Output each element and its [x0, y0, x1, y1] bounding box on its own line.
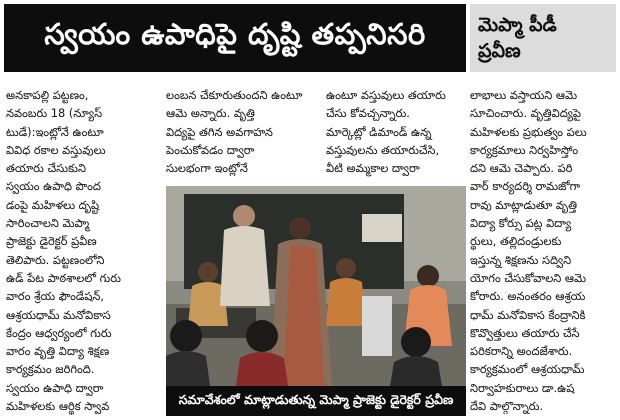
- text-line: కార్యక్రమాలు నిర్వహిస్తోం: [470, 142, 579, 157]
- headline: స్వయం ఉపాధిపై దృష్టి తప్పనిసరి: [4, 4, 466, 72]
- text-line: కార్యక్రమం జరిగింది.: [6, 362, 95, 377]
- text-line: కోరారు. అనంతరం ఆశ్రయ: [470, 289, 586, 304]
- text-line: విద్యపై తగిన అవగాహన: [166, 124, 273, 139]
- article-column-4: [470, 86, 616, 415]
- text-line: దని ఆమె చెప్పారు. పరి: [470, 161, 573, 176]
- text-line: పరికరాన్ని అందజేశారు.: [470, 344, 573, 359]
- text-line: లంబన చేకూరుతుందని ఉంటూ: [166, 88, 303, 102]
- text-line: వార్ కార్యదర్శి రామజోగా: [470, 179, 581, 194]
- text-line: తెలిపారు. పట్టణంలోని: [6, 252, 105, 267]
- text-line: వివిధ రకాల వస్తువులు: [6, 142, 106, 157]
- text-line: మహిళలకు ఆర్థిక స్వావ: [6, 399, 110, 414]
- text-line: సులభంగా ఇంట్లోనే: [166, 161, 248, 176]
- text-line: అనకాపల్లి పట్టణం,: [6, 88, 89, 102]
- text-line: టుడే):ఇంట్లోనే ఉంటూ: [6, 124, 104, 139]
- text-line: డంపై మహిళలు దృష్టి: [6, 197, 100, 212]
- text-line: లాభాలు వస్తాయని ఆమె: [470, 88, 578, 102]
- text-line: ప్రాజెక్టు డైరెక్టర్ ప్రవీణ: [6, 234, 97, 249]
- text-line: రావు మాట్లాడుతూ వృత్తి: [470, 197, 577, 212]
- text-line: మహిళలకు ప్రభుత్వం పలు: [470, 124, 587, 139]
- text-line: సారించాలని మెప్మా: [6, 216, 90, 231]
- text-line: తయారు చేసుకుని: [6, 161, 86, 176]
- text-line: కొవ్వొత్తులు తయారు చేసే: [470, 325, 580, 340]
- text-line: ఇస్తున్న శిక్షణను సద్విని: [470, 252, 572, 267]
- text-line: ఆశ్రయధామ్ మనోవికాస: [6, 307, 111, 322]
- text-line: యోగం చేసుకోవాలని ఆమె: [470, 270, 587, 285]
- text-line: వీటి అమ్మకాల ద్వారా: [326, 161, 420, 176]
- text-line: నవంబరు 18 (న్యూస్: [6, 106, 103, 121]
- text-line: దేవి పాల్గొన్నారు.: [470, 399, 544, 414]
- text-line: ధామ్ మనోవికాస కేంద్రానికి: [470, 307, 586, 322]
- text-line: సూచించారు. వృత్తివిద్యపై: [470, 106, 582, 121]
- text-line: ఉడ్ పేట పాఠశాలలో గురు: [6, 270, 121, 285]
- text-line: నిర్వాహకురాలు డా.ఉష: [470, 380, 575, 395]
- text-line: స్వయం ఉపాధి పొంద: [6, 179, 101, 194]
- meeting-photo-illustration: [166, 186, 466, 386]
- text-line: వస్తువులను తయారుచేసి,: [326, 142, 440, 157]
- news-photo: [166, 186, 466, 386]
- text-line: చేసు కోవచ్చన్నారు.: [326, 106, 410, 121]
- subhead-line-2: ప్రవీణ: [478, 40, 521, 62]
- subheadline: [470, 4, 616, 72]
- text-line: కార్యక్రమంలో ఆశ్రయధామ్: [470, 362, 585, 377]
- text-line: స్వయం ఉపాధి ద్వారా: [6, 380, 104, 395]
- text-line: ఉంటూ వస్తువులు తయారు: [326, 88, 446, 102]
- text-line: విద్యా కోర్సు పట్ల విద్యా: [470, 216, 572, 231]
- text-line: పెంచుకోవడం ద్వారా: [166, 142, 255, 157]
- photo-caption: సమావేశంలో మాట్లాడుతున్న మెప్మా ప్రాజెక్టు డైరెక్టర్ ప్రవీణ: [166, 386, 466, 416]
- text-line: ఆమె అన్నారు. వృత్తి: [166, 106, 255, 121]
- article-column-1: [6, 86, 156, 415]
- subhead-line-1: మెప్మా పీడీ: [478, 14, 557, 36]
- text-line: వారం శ్రేయ ఫౌండేషన్,: [6, 289, 105, 304]
- text-line: కేంద్రం ఆధ్వర్యంలో గురు: [6, 325, 112, 340]
- article-column-2: [166, 86, 316, 177]
- text-line: మార్కెట్లో డిమాండ్ ఉన్న: [326, 124, 432, 139]
- text-line: వారం వృత్తి విద్యా శిక్షణ: [6, 344, 110, 359]
- article-column-3: [326, 86, 466, 177]
- text-line: ర్థులు, తల్లిదండ్రులకు: [470, 234, 562, 249]
